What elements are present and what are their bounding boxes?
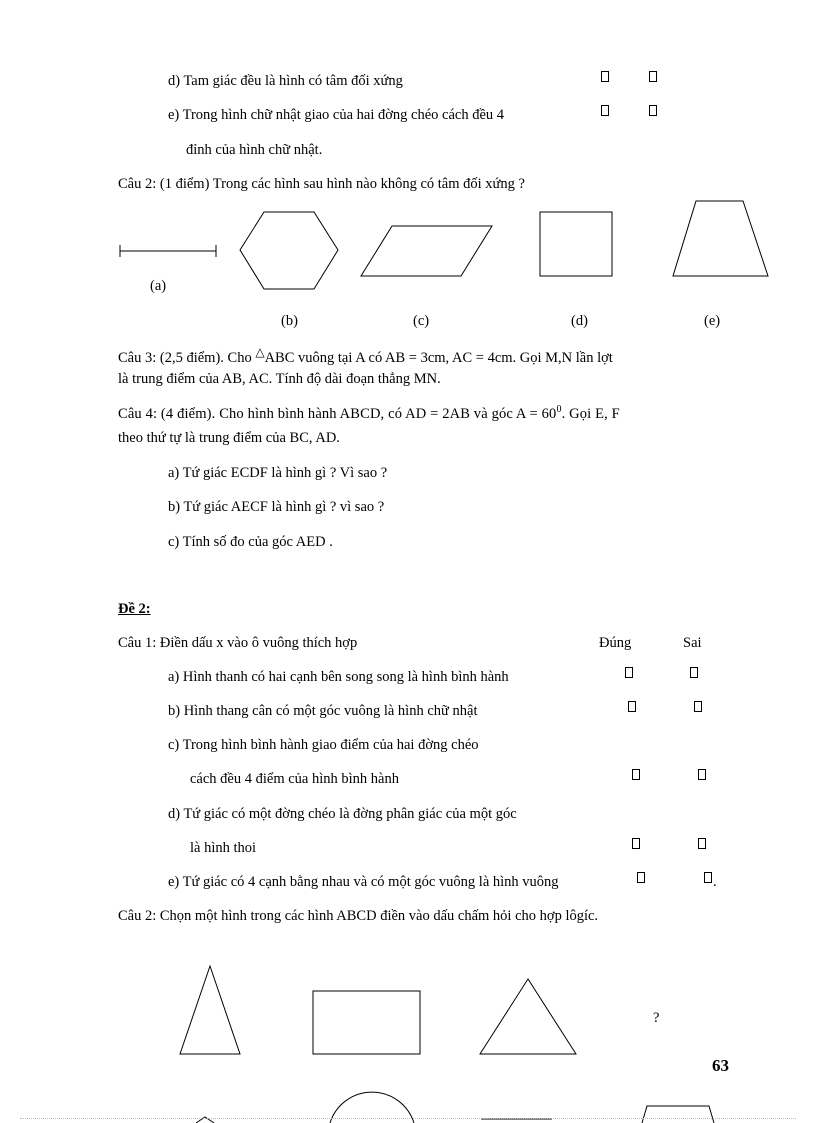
figure-equilateral-triangle <box>480 979 576 1054</box>
degree-superscript: 0 <box>556 404 562 415</box>
cau3-line2: là trung điểm của AB, AC. Tính độ dài đoạn thẳng MN. <box>118 371 441 387</box>
item-e-text-cont: đỉnh của hình chữ nhật. <box>186 142 323 158</box>
item-e-text: e) Trong hình chữ nhật giao của hai đờng chéo cách đều 4 <box>168 107 505 123</box>
cau4-line2: theo thứ tự là trung điểm của BC, AD. <box>118 430 340 446</box>
triangle-symbol: △ <box>255 345 265 359</box>
de2-checkbox-true-e[interactable] <box>637 872 645 883</box>
label-d: (d) <box>571 313 588 329</box>
de2-cau1: Câu 1: Điền dấu x vào ô vuông thích hợp <box>118 635 358 651</box>
cau4-item-c: c) Tính số đo của góc AED . <box>168 534 333 550</box>
de2-checkbox-true-c[interactable] <box>632 769 640 780</box>
cau2-question: Câu 2: (1 điểm) Trong các hình sau hình nào không có tâm đối xứng ? <box>118 176 525 192</box>
figure-d-square <box>540 212 612 276</box>
page-number: 63 <box>712 1056 729 1075</box>
de2-checkbox-false-e[interactable] <box>704 872 712 883</box>
column-false-header: Sai <box>683 635 702 651</box>
figure-b-hexagon <box>240 212 338 289</box>
item-d-text: d) Tam giác đều là hình có tâm đối xứng <box>168 73 403 89</box>
label-b: (b) <box>281 313 298 329</box>
cau3-text-pre: Câu 3: (2,5 điểm). Cho <box>118 349 256 366</box>
de2-cau2: Câu 2: Chọn một hình trong các hình ABCD điền vào dấu chấm hỏi cho hợp lôgíc. <box>118 908 599 924</box>
question-mark: ? <box>653 1010 660 1026</box>
cau4-item-a: a) Tứ giác ECDF là hình gì ? Vì sao ? <box>168 465 388 481</box>
de2-checkbox-false-a[interactable] <box>690 667 698 678</box>
column-true-header: Đúng <box>599 635 632 651</box>
figure-a-segment <box>120 245 216 257</box>
de2-item-c: c) Trong hình bình hành giao điểm của hai đờng chéo <box>168 737 479 753</box>
de2-checkbox-true-d[interactable] <box>632 838 640 849</box>
figure-c-parallelogram <box>361 226 492 276</box>
figure-tall-triangle <box>180 966 240 1054</box>
cau4-item-b: b) Tứ giác AECF là hình gì ? vì sao ? <box>168 499 385 515</box>
de2-item-a: a) Hình thanh có hai cạnh bên song song là hình bình hành <box>168 669 509 685</box>
de2-checkbox-true-a[interactable] <box>625 667 633 678</box>
de2-item-d: d) Tứ giác có một đờng chéo là đờng phân giác của một góc <box>168 806 517 822</box>
de2-item-d-cont: là hình thoi <box>190 840 257 856</box>
de2-checkbox-false-b[interactable] <box>694 701 702 712</box>
de2-heading: Đề 2: <box>118 601 151 617</box>
figure-rectangle <box>313 991 420 1054</box>
de2-checkbox-false-c[interactable] <box>698 769 706 780</box>
de2-item-e-period: . <box>713 874 717 890</box>
label-c: (c) <box>413 313 430 329</box>
cau4-text-post: . Gọi E, F <box>561 405 620 422</box>
de2-checkbox-true-b[interactable] <box>628 701 636 712</box>
label-e: (e) <box>704 313 721 329</box>
cau3-line1 <box>118 345 613 367</box>
de2-item-e: e) Tứ giác có 4 cạnh bằng nhau và có một góc vuông là hình vuông <box>168 874 559 890</box>
label-a: (a) <box>150 278 167 294</box>
figure-bottom-partial-trapezoid <box>642 1106 714 1123</box>
cau4-line1 <box>118 404 620 423</box>
cau4-text-pre: Câu 4: (4 điểm). Cho hình bình hành ABCD, có AD = 2AB và góc A = 60 <box>118 405 557 422</box>
cau3-text-post: ABC vuông tại A có AB = 3cm, AC = 4cm. Gọi M,N lần lợt <box>264 349 613 366</box>
de2-item-b: b) Hình thang cân có một góc vuông là hình chữ nhật <box>168 703 478 719</box>
figure-e-trapezoid <box>673 201 768 276</box>
de2-item-c-cont: cách đều 4 điểm của hình bình hành <box>190 771 399 787</box>
de2-checkbox-false-d[interactable] <box>698 838 706 849</box>
page-bottom-divider <box>20 1118 796 1119</box>
